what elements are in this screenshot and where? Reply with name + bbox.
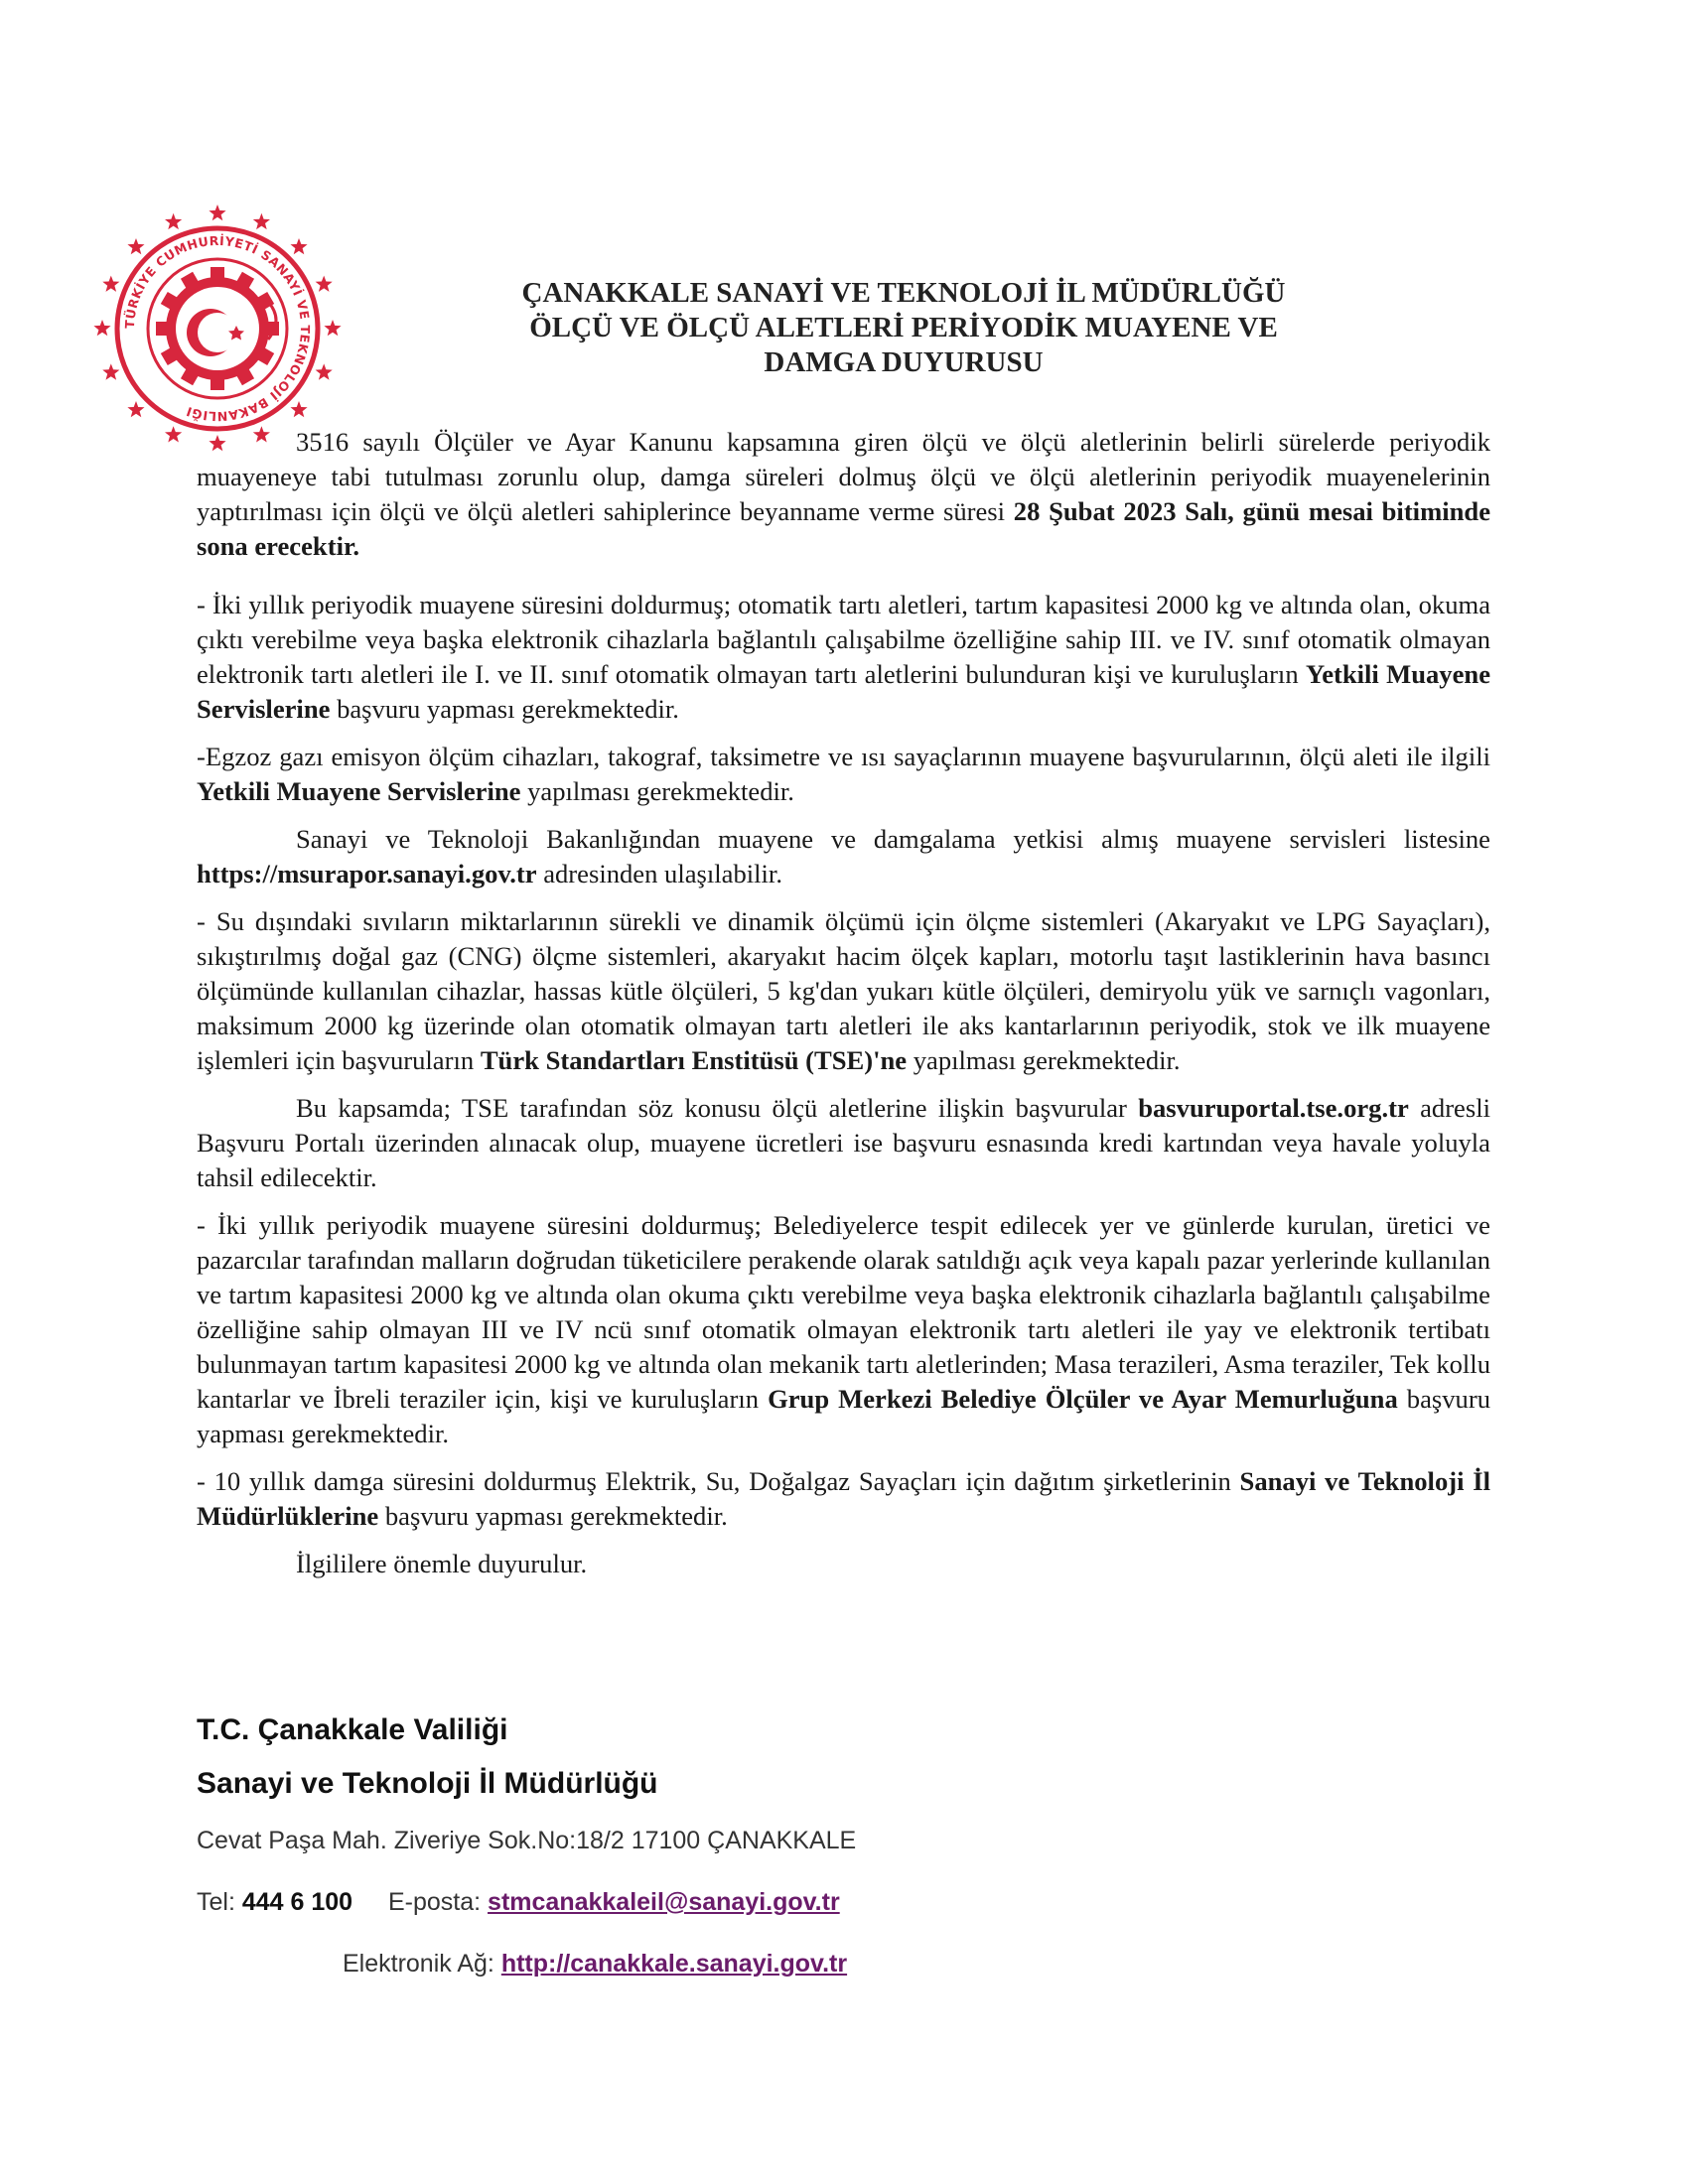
paragraph-service-list [197, 822, 1490, 891]
paragraph-tse [197, 904, 1490, 1078]
seal-star-icon [165, 213, 182, 229]
paragraph-text: yapılması gerekmektedir. [520, 776, 794, 806]
seal-star-icon [316, 363, 333, 379]
seal-star-icon [316, 276, 333, 292]
paragraph-text: - İki yıllık periyodik muayene süresini doldurmuş; otomatik tartı aletleri, tartım kapasitesi 2000 kg ve altında olan, okuma çıktı verebilme veya başka elektronik cihazlarla bağlantılı çalışabilme özelliğine sahip III. ve IV. sınıf otomatik olmayan elektronik tartı aletleri ile I. ve II. sınıf otomatik olmayan tartı aletlerini bulunduran kişi ve kuruluşların [197, 590, 1490, 689]
paragraph-text: -Egzoz gazı emisyon ölçüm cihazları, takograf, taksimetre ve ısı sayaçlarının muayene başvurularının, ölçü aleti ile ilgili [197, 742, 1490, 771]
email-link[interactable]: stmcanakkaleil@sanayi.gov.tr [488, 1888, 840, 1916]
paragraph-meters [197, 1464, 1490, 1534]
paragraph-tse-portal [197, 1091, 1490, 1195]
seal-star-icon [102, 276, 119, 292]
paragraph-text: adresinden ulaşılabilir. [536, 859, 782, 888]
paragraph-text: - Su dışındaki sıvıların miktarlarının sürekli ve dinamik ölçümü için ölçme sistemleri (Akaryakıt ve LPG Sayaçları), sıkıştırılmış doğal gaz (CNG) ölçme sistemleri, akaryakıt hacim ölçek kapları, motorlu taşıt lastiklerinin hava basıncı ölçümünde kullanılan cihazlar, hassas kütle ölçüleri, 5 kg'dan yukarı kütle ölçüleri, demiryolu yük ve sarnıçlı vagonları, maksimum 2000 kg üzerinde olan otomatik olmayan tartı aletleri ile aks kantarlarının periyodik, stok ve ilk muayene işlemleri için başvuruların [197, 906, 1490, 1075]
paragraph-emission [197, 740, 1490, 809]
bold-text: Yetkili Muayene Servislerine [197, 776, 521, 806]
tse-portal-link[interactable]: basvuruportal.tse.org.tr [1138, 1093, 1409, 1123]
tel-number: 444 6 100 [241, 1888, 353, 1916]
msurapor-link[interactable]: https://msurapor.sanayi.gov.tr [197, 859, 537, 888]
web-link[interactable]: http://canakkale.sanayi.gov.tr [500, 1950, 848, 1978]
footer-org-governorship: T.C. Çanakkale Valiliği [197, 1713, 508, 1746]
paragraph-authorized-services [197, 588, 1490, 727]
paragraph-municipality [197, 1208, 1490, 1451]
seal-star-icon [127, 401, 144, 417]
seal-star-icon [291, 238, 308, 254]
email-label: E-posta: [387, 1888, 482, 1916]
paragraph-text: 3516 sayılı Ölçüler ve Ayar Kanunu kapsamına giren ölçü ve ölçü aletlerinin belirli sürelerde periyodik muayeneye tabi tutulması zorunlu olup, damga süreleri dolmuş ölçü ve ölçü aletlerinin periyodik muayenelerinin yaptırılması için ölçü ve ölçü aletleri sahiplerince beyanname verme süresi [197, 427, 1490, 526]
seal-star-icon [165, 426, 182, 442]
paragraph-text: adresli Başvuru Portalı üzerinden alınacak olup, muayene ücretleri ise başvuru esnasında kredi kartından veya havale yoluyla tahsil edilecektir. [197, 1093, 1490, 1192]
paragraph-intro [197, 425, 1490, 564]
footer-org-directorate: Sanayi ve Teknoloji İl Müdürlüğü [197, 1767, 658, 1800]
tel-label: Tel: [197, 1888, 235, 1916]
seal-star-icon [324, 320, 341, 336]
seal-star-icon [291, 401, 308, 417]
seal-text: TÜRKİYE CUMHURİYETİ SANAYİ VE TEKNOLOJİ BAKANLIĞI [121, 232, 314, 425]
paragraph-text: - 10 yıllık damga süresini doldurmuş Elektrik, Su, Doğalgaz Sayaçları için dağıtım şirketlerinin [197, 1466, 1240, 1496]
deadline-text: 28 Şubat 2023 Salı, günü mesai bitiminde sona erecektir. [197, 496, 1490, 561]
seal-star-icon [102, 363, 119, 379]
footer-contact [197, 1888, 1487, 1917]
ministry-seal-icon [87, 199, 348, 459]
bold-text: Grup Merkezi Belediye Ölçüler ve Ayar Memurluğuna [768, 1384, 1398, 1414]
title-line-3: DAMGA DUYURUSU [764, 346, 1044, 378]
seal-star-icon [253, 213, 270, 229]
paragraph-text: - İki yıllık periyodik muayene süresini doldurmuş; Belediyelerce tespit edilecek yer ve günlerde kurulan, üretici ve pazarcılar tarafından malların doğrudan tüketicilere perakende olarak satıldığı açık veya kapalı pazar yerlerinde kullanılan ve tartım kapasitesi 2000 kg ve altında olan okuma çıktı verebilme veya başka elektronik cihazlarla bağlantılı çalışabilme özelliğine sahip olmayan III ve IV ncü sınıf otomatik olmayan elektronik tartı aletleri ile yay ve elektronik tertibatı bulunmayan tartım kapasitesi 2000 kg ve altında olan mekanik tartı aletlerinden; Masa terazileri, Asma teraziler, Tek kollu kantarlar ve İbreli teraziler için, kişi ve kuruluşların [197, 1210, 1490, 1414]
web-label: Elektronik Ağ: [343, 1950, 494, 1978]
seal-star-icon [209, 205, 225, 220]
title-line-2: ÖLÇÜ VE ÖLÇÜ ALETLERİ PERİYODİK MUAYENE VE [529, 312, 1278, 343]
title-line-1: ÇANAKKALE SANAYİ VE TEKNOLOJİ İL MÜDÜRLÜĞÜ [521, 277, 1286, 309]
paragraph-text: İlgililere önemle duyurulur. [296, 1549, 588, 1578]
paragraph-text: başvuru yapması gerekmektedir. [197, 1384, 1490, 1448]
footer-web [343, 1950, 1633, 1979]
bold-text: Yetkili Muayene Servislerine [197, 659, 1491, 724]
paragraph-text: yapılması gerekmektedir. [907, 1045, 1181, 1075]
footer-address: Cevat Paşa Mah. Ziveriye Sok.No:18/2 17100 ÇANAKKALE [197, 1827, 857, 1854]
bold-text: Türk Standartları Enstitüsü (TSE)'ne [480, 1045, 908, 1075]
paragraph-text: Sanayi ve Teknoloji Bakanlığından muayene ve damgalama yetkisi almış muayene servisleri listesine [296, 824, 1490, 854]
bold-text: Sanayi ve Teknoloji İl Müdürlüklerine [197, 1466, 1490, 1531]
announcement-title [407, 276, 1400, 380]
seal-star-icon [93, 320, 110, 336]
announcement-body [197, 425, 1490, 1594]
paragraph-closing [197, 1547, 1490, 1581]
paragraph-text: başvuru yapması gerekmektedir. [330, 694, 679, 724]
seal-star-icon [127, 238, 144, 254]
paragraph-text: başvuru yapması gerekmektedir. [378, 1501, 728, 1531]
paragraph-text: Bu kapsamda; TSE tarafından söz konusu ölçü aletlerine ilişkin başvurular [296, 1093, 1139, 1123]
